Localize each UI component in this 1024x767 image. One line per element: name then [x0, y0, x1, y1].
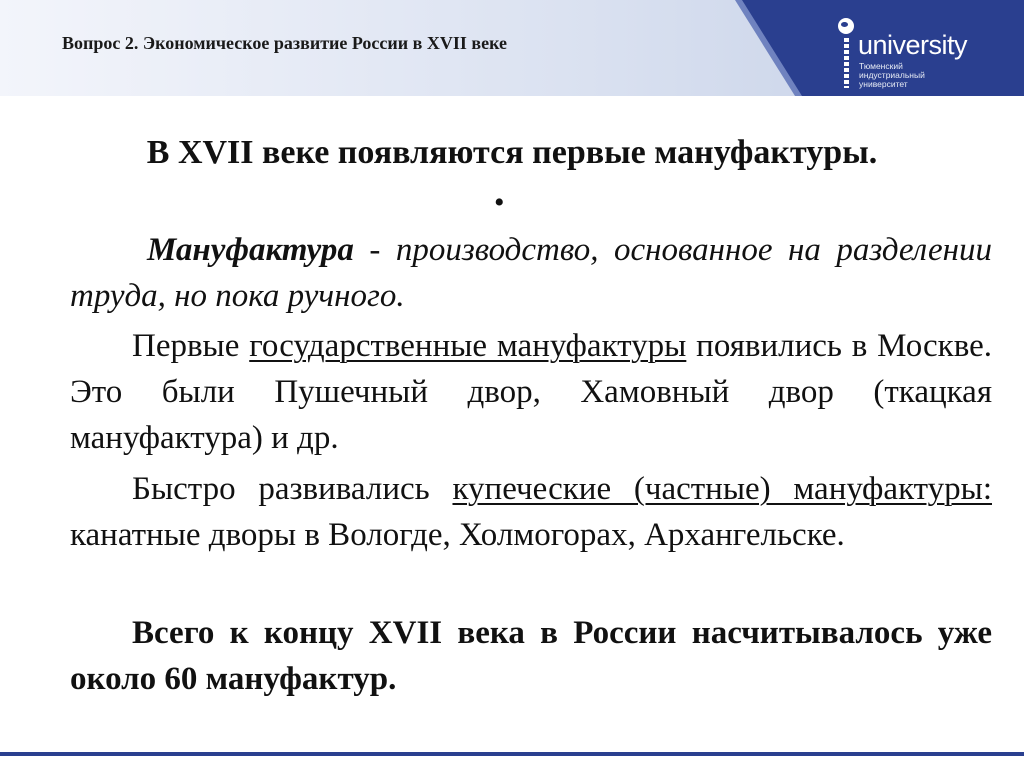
p3-before: Быстро развивались — [132, 471, 453, 507]
paragraph-state-manufactures — [70, 323, 992, 461]
logo-sub-line-3: университет — [859, 79, 908, 89]
globe-icon — [838, 18, 854, 34]
logo-sub-line-2: индустриальный — [859, 70, 925, 80]
p3-after: канатные дворы в Вологде, Холмогорах, Архангельске. — [70, 517, 845, 553]
paragraph-merchant-manufactures — [70, 466, 992, 558]
logo-word: university — [858, 30, 968, 60]
slide-heading: В XVII веке появляются первые мануфактуры. — [146, 134, 878, 171]
p3-underlined: купеческие (частные) мануфактуры: — [452, 471, 992, 507]
logo-sub-line-1: Тюменский — [859, 61, 903, 71]
term-manufaktura: Мануфактура — [147, 232, 354, 268]
p2-before: Первые — [132, 328, 250, 364]
logo-bar-icon — [844, 38, 849, 88]
paragraph-definition — [70, 227, 992, 319]
university-logo — [834, 18, 1014, 88]
bullet-point: • — [494, 186, 505, 219]
p2-after: появились в Москве. Это были Пушечный двор, Хамовный двор (ткацкая мануфактура) и др. — [70, 328, 992, 456]
definition-text: - производство, основанное на разделении труда, но пока ручного. — [70, 232, 992, 314]
header-title: Вопрос 2. Экономическое развитие России в XVII веке — [62, 33, 508, 53]
p4-text: Всего к концу XVII века в России насчитывалось уже около 60 мануфактур. — [70, 615, 992, 697]
slide-header — [0, 0, 1024, 96]
logo-subtitle — [859, 62, 979, 89]
paragraph-conclusion — [70, 610, 992, 702]
footer-line — [0, 752, 1024, 756]
p2-underlined: государственные мануфактуры — [249, 328, 687, 364]
